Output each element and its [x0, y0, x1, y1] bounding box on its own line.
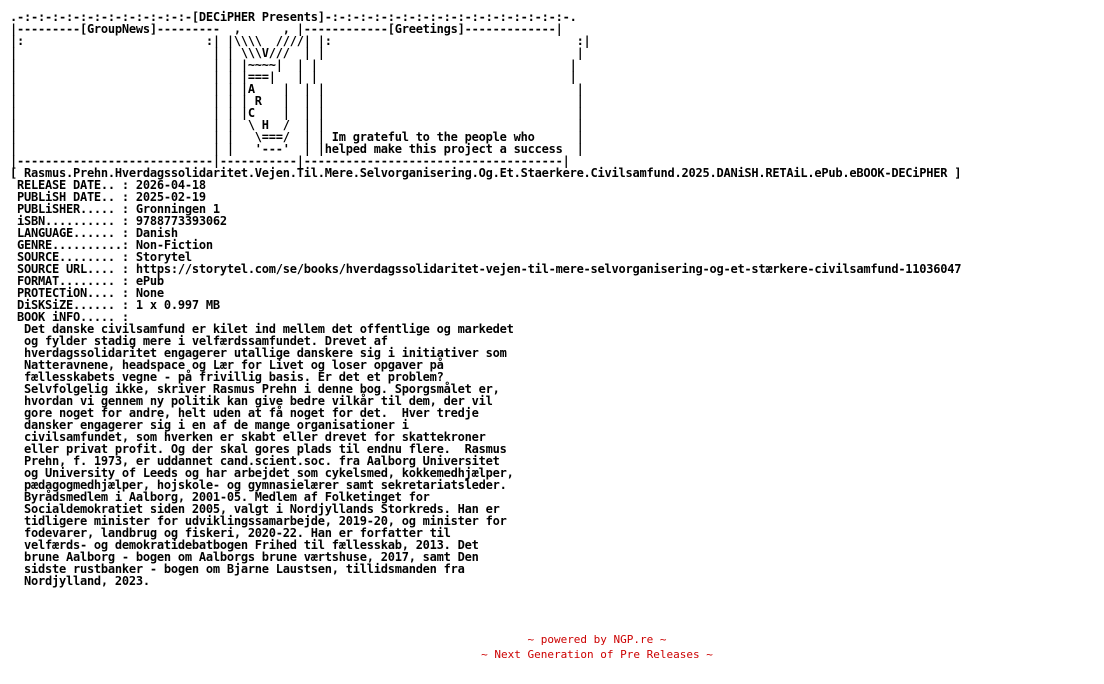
nfo-line: SOURCE URL.... : https://storytel.com/se/books/hverdagssolidaritet-vejen-til-mere-selvorganisering-og-et-stærkere-civilsamfund-11036047	[10, 262, 962, 276]
nfo-line: gore noget for andre, helt uden at få noget for det. Hver tredje	[10, 406, 479, 420]
nfo-line: velfærds- og demokratidebatbogen Frihed til fællesskab, 2013. Det	[10, 538, 479, 552]
nfo-line: Prehn, f. 1973, er uddannet cand.scient.soc. fra Aalborg Universitet	[10, 454, 500, 468]
nfo-line: FORMAT........ : ePub	[10, 274, 164, 288]
nfo-text	[10, 11, 961, 587]
nfo-line: | | | | R | | | |	[10, 94, 584, 108]
nfo-line: | | | |===| | | |	[10, 70, 577, 84]
nfo-line: dansker engagerer sig i en af de mange organisationer i	[10, 418, 409, 432]
nfo-line: | | | '---' | |helped make this project a success |	[10, 142, 584, 156]
nfo-line: [ Rasmus.Prehn.Hverdagssolidaritet.Vejen.Til.Mere.Selvorganisering.Og.Et.Staerkere.Civilsamfund.2025.DANiSH.RETAiL.ePub.eBOOK-DECiPHER ]	[10, 166, 962, 180]
powered-by-footer: ~ powered by NGP.re ~	[527, 633, 667, 646]
nfo-line: pædagogmedhjælper, hojskole- og gymnasielærer samt sekretariatsleder.	[10, 478, 507, 492]
nfo-line: civilsamfundet, som hverken er skabt eller drevet for skattekroner	[10, 430, 486, 444]
nfo-line: .-:-:-:-:-:-:-:-:-:-:-:-:-[DECiPHER Presents]-:-:-:-:-:-:-:-:-:-:-:-:-:-:-:-:-:-.	[10, 10, 577, 24]
nfo-line: Byrådsmedlem i Aalborg, 2001-05. Medlem af Folketinget for	[10, 490, 430, 504]
nfo-line: BOOK iNFO..... :	[10, 310, 129, 324]
nfo-line: DiSKSiZE...... : 1 x 0.997 MB	[10, 298, 220, 312]
nfo-line: brune Aalborg - bogen om Aalborgs brune værtshuse, 2017, samt Den	[10, 550, 479, 564]
nfo-line: | | | \===/ | | Im grateful to the people who |	[10, 130, 584, 144]
nfo-line: Selvfolgelig ikke, skriver Rasmus Prehn i denne bog. Sporgsmålet er,	[10, 382, 500, 396]
nfo-line: | | | |A | | | |	[10, 82, 584, 96]
nfo-line: GENRE..........: Non-Fiction	[10, 238, 213, 252]
nfo-line: fodevarer, landbrug og fiskeri, 2020-22. Han er forfatter til	[10, 526, 451, 540]
nfo-line: |---------[GroupNews]--------- , , |------------[Greetings]-------------|	[10, 22, 563, 36]
nfo-line: | | | |~~~~| | | |	[10, 58, 577, 72]
nfo-line: hvordan vi gennem ny politik kan give bedre vilkår til dem, der vil	[10, 394, 493, 408]
nfo-line: PUBLiSHER..... : Gronningen 1	[10, 202, 220, 216]
nfo-line: Nordjylland, 2023.	[10, 574, 150, 588]
nfo-line: fællesskabets vegne - på frivillig basis. Er det et problem?	[10, 370, 444, 384]
nfo-line: | | | |C | | | |	[10, 106, 584, 120]
nfo-line: LANGUAGE...... : Danish	[10, 226, 178, 240]
nfo-line: PUBLiSH DATE.. : 2025-02-19	[10, 190, 206, 204]
nfo-line: | | | \ H / | | |	[10, 118, 584, 132]
nfo-line: |: :| |\\\\ ////| |: :|	[10, 34, 591, 48]
nfo-line: RELEASE DATE.. : 2026-04-18	[10, 178, 206, 192]
nfo-line: Natteravnene, headspace og Lær for Livet og loser opgaver på	[10, 358, 444, 372]
nfo-line: sidste rustbanker - bogen om Bjarne Laustsen, tillidsmanden fra	[10, 562, 465, 576]
nfo-line: Socialdemokratiet siden 2005, valgt i Nordjyllands Storkreds. Han er	[10, 502, 500, 516]
nfo-line: hverdagssolidaritet engagerer utallige danskere sig i initiativer som	[10, 346, 507, 360]
tagline-footer: ~ Next Generation of Pre Releases ~	[481, 648, 713, 661]
nfo-line: iSBN.......... : 9788773393062	[10, 214, 227, 228]
nfo-line: PROTECTiON.... : None	[10, 286, 164, 300]
nfo-line: SOURCE........ : Storytel	[10, 250, 192, 264]
nfo-line: |----------------------------|-----------|-------------------------------------|	[10, 154, 570, 168]
nfo-line: og fylder stadig mere i velfærdssamfundet. Drevet af	[10, 334, 388, 348]
nfo-line: eller privat profit. Og der skal gores plads til endnu flere. Rasmus	[10, 442, 507, 456]
nfo-line: | | | \\\V/// | | |	[10, 46, 584, 60]
nfo-line: Det danske civilsamfund er kilet ind mellem det offentlige og markedet	[10, 322, 514, 336]
nfo-line: og University of Leeds og har arbejdet som cykelsmed, kokkemedhjælper,	[10, 466, 514, 480]
nfo-line: tidligere minister for udviklingssamarbejde, 2019-20, og minister for	[10, 514, 507, 528]
